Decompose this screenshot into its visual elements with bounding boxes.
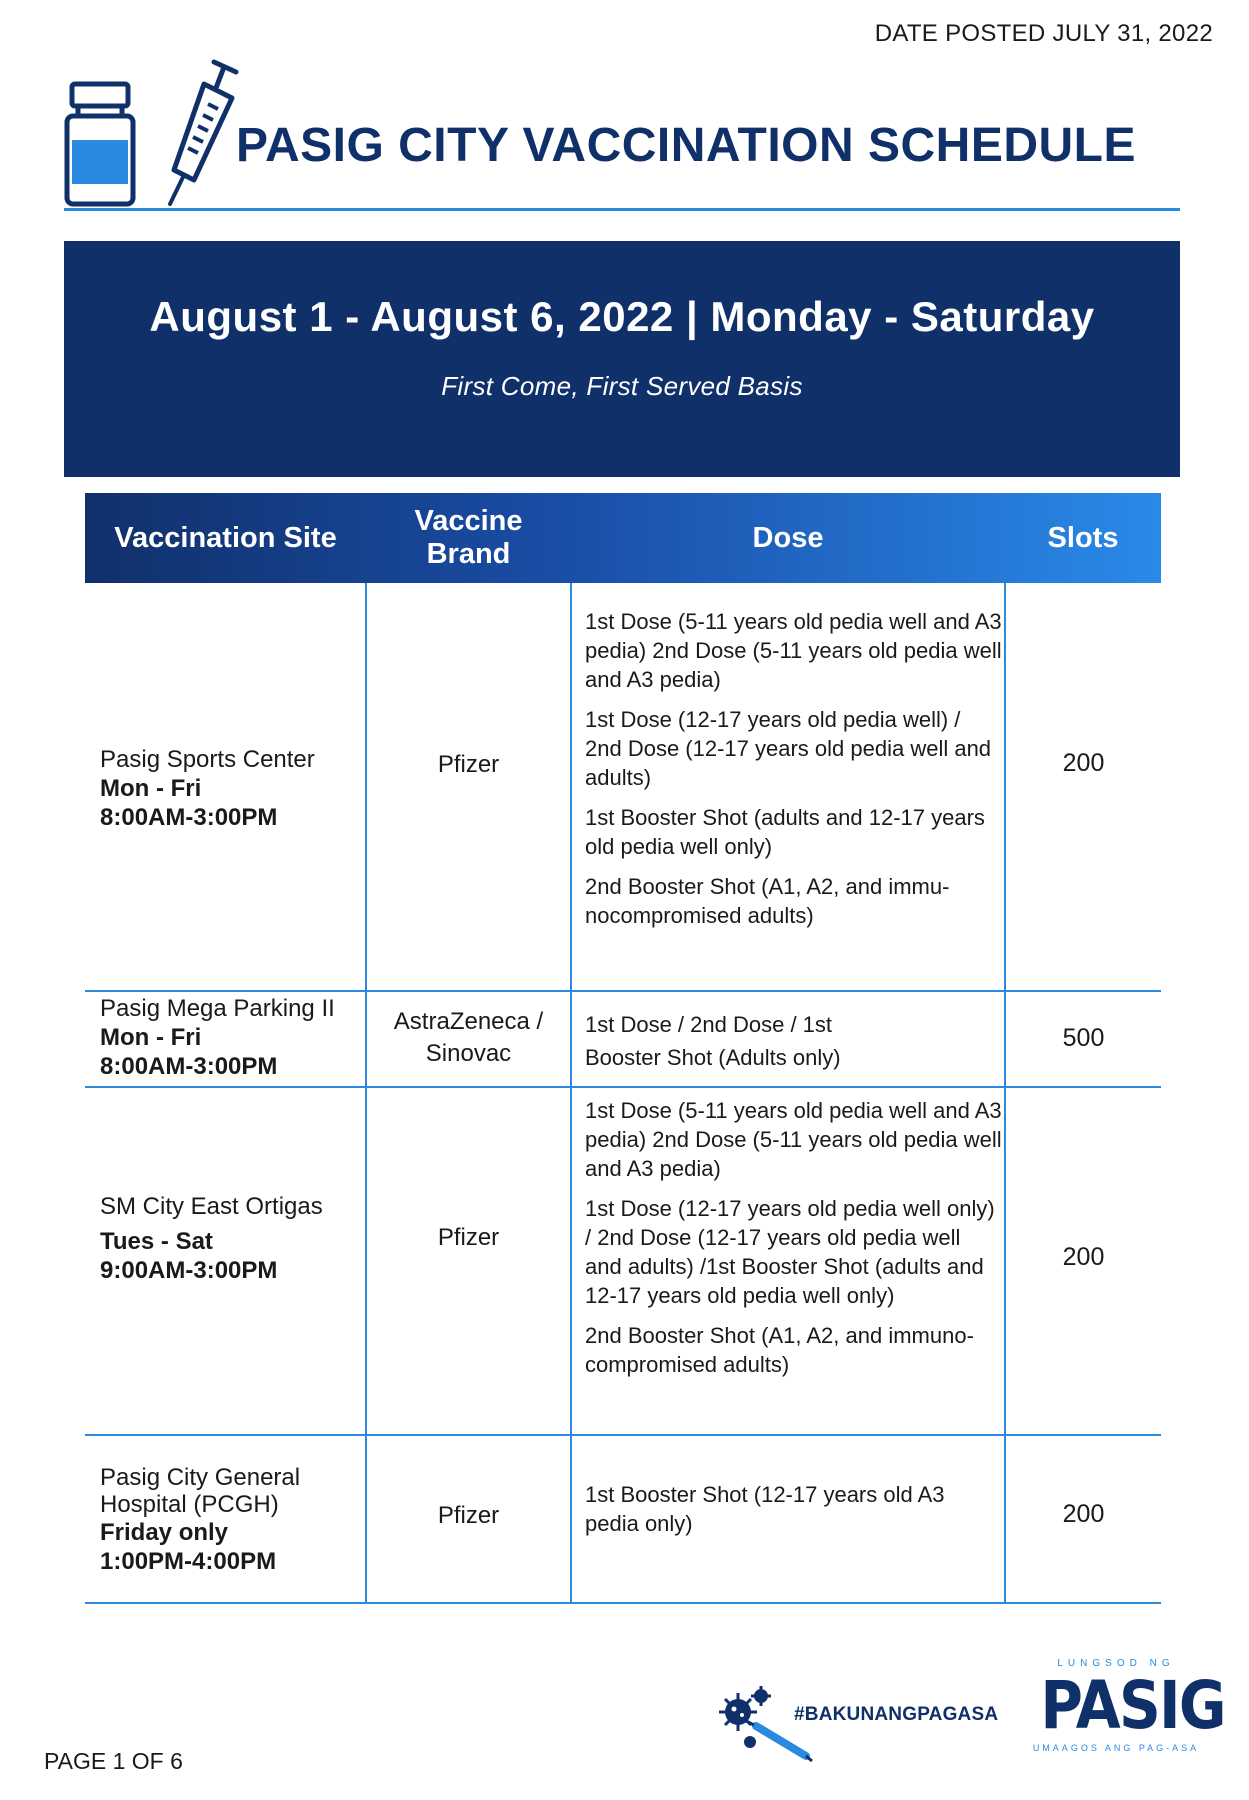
- logo-top-text: LUNGSOD NG: [1057, 1658, 1175, 1669]
- site-cell: [100, 994, 360, 1081]
- banner-subtitle: First Come, First Served Basis: [441, 371, 803, 401]
- table-row: [85, 1436, 1161, 1604]
- title-divider: [64, 208, 1180, 211]
- dose-cell: [585, 1096, 1003, 1379]
- dose-cell: [585, 1480, 945, 1538]
- table-row: [85, 992, 1161, 1088]
- header-brand: [366, 493, 571, 583]
- dose-item: 1st Dose (5-11 years old pedia well and A3 pedia) 2nd Dose (5-11 years old pedia well and A3 pedia): [585, 1098, 1002, 1181]
- dose-item: 1st Booster Shot (12-17 years old A3 pedia only): [585, 1482, 945, 1536]
- site-days: Mon - Fri: [100, 1024, 202, 1051]
- logo-tagline: UMAAGOS ANG PAG-ASA: [1032, 1743, 1200, 1753]
- slots-cell: 200: [1062, 1500, 1105, 1528]
- banner-date-range: August 1 - August 6, 2022 | Monday - Saturday: [149, 293, 1095, 340]
- dose-item: 1st Dose / 2nd Dose / 1st Booster Shot (Adults only): [585, 1012, 841, 1070]
- site-name: Pasig City General Hospital (PCGH): [100, 1464, 301, 1518]
- dose-item: 1st Dose (5-11 years old pedia well and A3 pedia) 2nd Dose (5-11 years old pedia well and A3 pedia): [585, 609, 1002, 692]
- header-site: Vaccination Site: [114, 521, 337, 554]
- site-name: SM City East Ortigas: [100, 1193, 323, 1220]
- pasig-city-logo: [1030, 1656, 1225, 1776]
- site-hours: 1:00PM-4:00PM: [100, 1548, 277, 1575]
- slots-cell: 200: [1062, 1243, 1105, 1271]
- site-days: Mon - Fri: [100, 775, 202, 802]
- brand-cell: AstraZeneca / Sinovac: [393, 1008, 544, 1067]
- page-number: PAGE 1 OF 6: [44, 1748, 183, 1774]
- header: [64, 56, 1184, 216]
- dose-item: 2nd Booster Shot (A1, A2, and immuno-compromised adults): [585, 1323, 974, 1377]
- brand-cell: Pfizer: [437, 1502, 500, 1529]
- table-header: [85, 493, 1161, 583]
- date-banner: [64, 241, 1180, 477]
- table-row: [85, 583, 1161, 992]
- brand-cell: Pfizer: [437, 751, 500, 778]
- dose-item: 2nd Booster Shot (A1, A2, and immu-nocompromised adults): [585, 874, 950, 928]
- dose-item: 1st Dose (12-17 years old pedia well) / 2nd Dose (12-17 years old pedia well and adults): [585, 707, 992, 790]
- header-brand-line1: Vaccine: [414, 505, 523, 537]
- dose-item: 1st Dose (12-17 years old pedia well only) / 2nd Dose (12-17 years old pedia well and adults) /1st Booster Shot (adults and 12-17 years old pedia well only): [585, 1196, 995, 1308]
- date-posted: DATE POSTED JULY 31, 2022: [874, 20, 1213, 47]
- brand-cell: Pfizer: [437, 1224, 500, 1251]
- logo-wordmark: PASIG: [1040, 1667, 1225, 1744]
- header-slots: Slots: [1047, 521, 1119, 554]
- header-brand-line2: Brand: [426, 538, 511, 570]
- dose-item: 1st Booster Shot (adults and 12-17 years old pedia well only): [585, 805, 985, 859]
- table-row: [85, 1088, 1161, 1436]
- dose-cell: [585, 1008, 845, 1074]
- hashtag-text: #BAKUNANGPAGASA: [794, 1704, 999, 1725]
- site-name: Pasig Mega Parking II: [100, 995, 335, 1022]
- slots-cell: 500: [1062, 1024, 1105, 1052]
- vaccine-vial-icon: [64, 80, 136, 208]
- site-days: Friday only: [100, 1519, 229, 1546]
- page-title: PASIG CITY VACCINATION SCHEDULE: [236, 119, 1137, 172]
- syringe-icon: [152, 58, 242, 208]
- schedule-table: [85, 493, 1161, 1604]
- site-hours: 9:00AM-3:00PM: [100, 1257, 278, 1284]
- site-cell: [100, 1192, 360, 1285]
- site-name: Pasig Sports Center: [100, 746, 315, 773]
- site-cell: [100, 1464, 360, 1576]
- site-cell: [100, 745, 360, 832]
- site-hours: 8:00AM-3:00PM: [100, 1053, 278, 1080]
- site-days: Tues - Sat: [100, 1228, 213, 1255]
- header-dose: Dose: [752, 521, 824, 554]
- slots-cell: 200: [1062, 749, 1105, 777]
- dose-cell: [585, 607, 1003, 930]
- hashtag-badge: [714, 1682, 1014, 1772]
- site-hours: 8:00AM-3:00PM: [100, 804, 278, 831]
